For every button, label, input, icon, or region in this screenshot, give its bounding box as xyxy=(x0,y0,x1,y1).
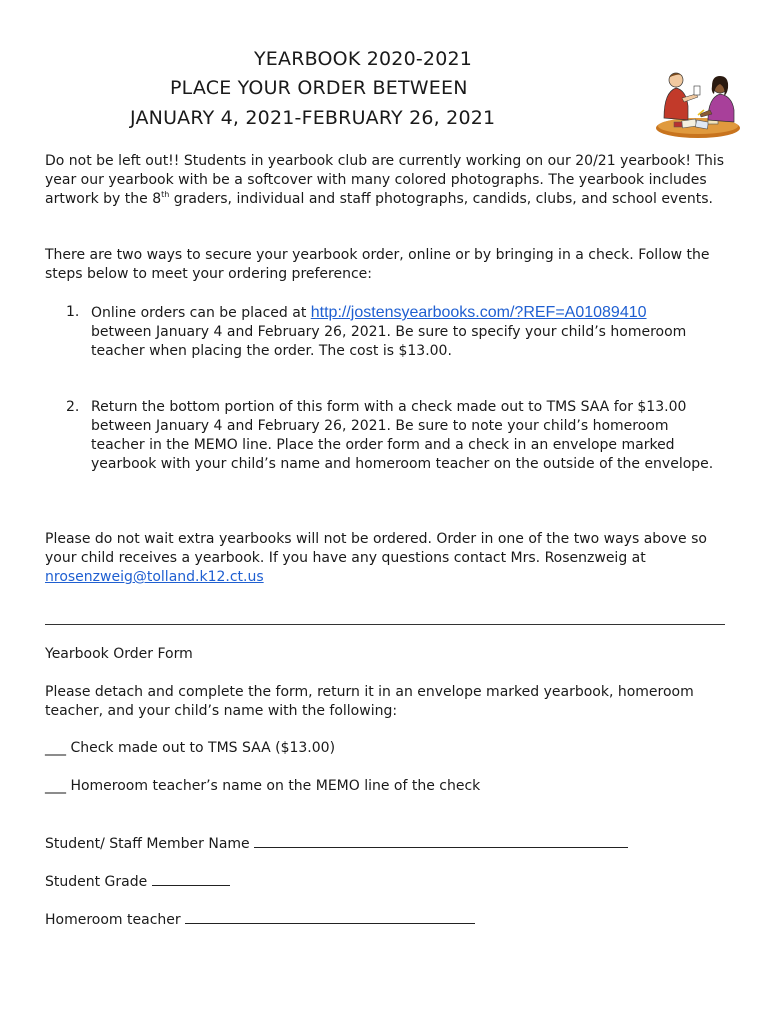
step-text-before-link: Online orders can be placed at xyxy=(91,305,311,321)
intro-paragraph xyxy=(45,152,725,209)
step-text-after-link: between January 4 and February 26, 2021. Be sure to specify your child’s homeroom teacher when placing the order. The cost is $13.00. xyxy=(91,324,687,359)
student-name-field[interactable] xyxy=(254,833,628,848)
intro-text-part1: Do not be left out!! Students in yearbook club are currently working on our 20/21 yearbook! This year our yearbook with be a softcover with many colored photographs. The yearbook includes artwork by the 8 xyxy=(45,153,725,207)
step-online-order xyxy=(66,303,726,361)
check-blank[interactable]: ___ xyxy=(45,740,66,756)
homeroom-teacher-field[interactable] xyxy=(185,909,475,924)
student-grade-row xyxy=(45,871,230,892)
step-number: 1. xyxy=(66,304,80,320)
student-grade-label: Student Grade xyxy=(45,874,152,890)
jostens-order-link[interactable]: http://jostensyearbooks.com/?REF=A01089410 xyxy=(310,304,647,321)
checklist-item-check xyxy=(45,739,335,758)
detach-line xyxy=(45,624,725,625)
homeroom-teacher-row xyxy=(45,909,475,930)
student-name-row xyxy=(45,833,628,854)
checklist-item-memo xyxy=(45,777,480,796)
ordinal-suffix: th xyxy=(161,190,170,199)
step-text: Return the bottom portion of this form with a check made out to TMS SAA for $13.00 between January 4 and February 26, 2021. Be sure to note your child’s homeroom teacher in the MEMO line. Place the order form and a check in an envelope marked yearbook with your child’s name and homeroom teacher on the outside of the envelope. xyxy=(91,399,714,472)
students-working-icon xyxy=(652,66,744,140)
step-check-order xyxy=(66,398,726,474)
intro-text-part2: graders, individual and staff photographs, candids, clubs, and school events. xyxy=(169,191,713,207)
student-name-label: Student/ Staff Member Name xyxy=(45,836,255,852)
student-grade-field[interactable] xyxy=(152,871,230,886)
title-line-1: YEARBOOK 2020-2021 xyxy=(254,48,473,70)
closing-paragraph xyxy=(45,530,725,587)
homeroom-teacher-label: Homeroom teacher xyxy=(45,912,186,928)
ordering-ways-paragraph: There are two ways to secure your yearbook order, online or by bringing in a check. Follow the steps below to meet your ordering preference: xyxy=(45,247,710,282)
step-number: 2. xyxy=(66,399,80,415)
closing-text: Please do not wait extra yearbooks will not be ordered. Order in one of the two ways above so your child receives a yearbook. If you have any questions contact Mrs. Rosenzweig at xyxy=(45,531,707,566)
title-line-3: JANUARY 4, 2021-FEBRUARY 26, 2021 xyxy=(130,107,496,129)
memo-label: Homeroom teacher’s name on the MEMO line of the check xyxy=(66,778,481,794)
title-line-2: PLACE YOUR ORDER BETWEEN xyxy=(170,77,468,99)
check-label: Check made out to TMS SAA ($13.00) xyxy=(66,740,336,756)
memo-blank[interactable]: ___ xyxy=(45,778,66,794)
contact-email-link[interactable]: nrosenzweig@tolland.k12.ct.us xyxy=(45,569,264,585)
form-instructions: Please detach and complete the form, return it in an envelope marked yearbook, homeroom teacher, and your child’s name with the following: xyxy=(45,684,694,719)
form-title: Yearbook Order Form xyxy=(45,646,193,662)
